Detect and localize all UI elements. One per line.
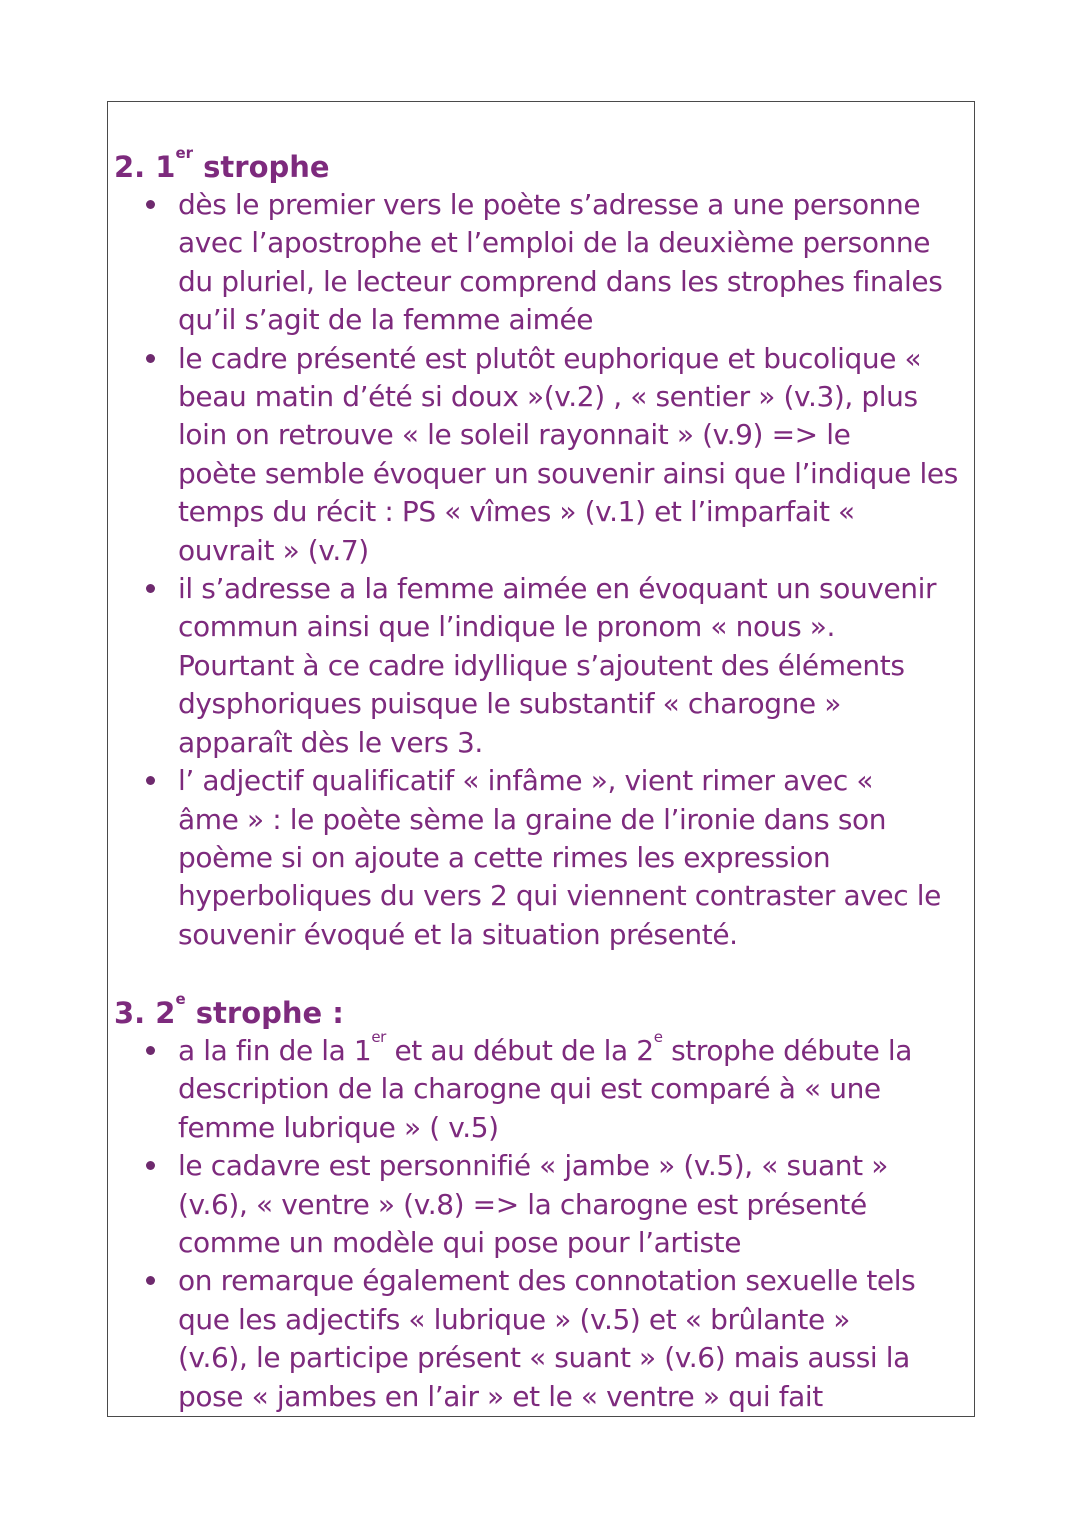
bullet-icon: [146, 1161, 155, 1170]
list-item: [114, 1262, 970, 1416]
text-line: on remarque également des connotation sexuelle tels: [178, 1264, 916, 1298]
text-line: du pluriel, le lecteur comprend dans les strophes finales: [178, 264, 943, 298]
text-line: hyperboliques du vers 2 qui viennent contraster avec le: [178, 879, 941, 913]
document-frame: [107, 101, 975, 1417]
list-item: [114, 1147, 970, 1262]
text-line: loin on retrouve « le soleil rayonnait » (v.9) => le: [178, 418, 851, 452]
bullet-icon: [146, 584, 155, 593]
text-line: comme un modèle qui pose pour l’artiste: [178, 1226, 742, 1260]
section-heading: 2. 1er strophe: [114, 144, 330, 184]
text-line: le cadavre est personnifié « jambe » (v.5), « suant »: [178, 1149, 888, 1183]
text-line: apparaît dès le vers 3.: [178, 725, 483, 759]
list-item: [114, 340, 970, 570]
text-line: (v.6), le participe présent « suant » (v.6) mais aussi la: [178, 1341, 910, 1375]
text-line: le cadre présenté est plutôt euphorique et bucolique «: [178, 341, 922, 375]
bullet-icon: [146, 1276, 155, 1285]
bullet-list: [114, 186, 970, 954]
list-item: [114, 186, 970, 340]
bullet-icon: [146, 354, 155, 363]
text-line: qu’il s’agit de la femme aimée: [178, 303, 594, 337]
text-line: ouvrait » (v.7): [178, 533, 369, 567]
text-line: commun ainsi que l’indique le pronom « nous ».: [178, 610, 836, 644]
text-line: avec l’apostrophe et l’emploi de la deuxième personne: [178, 226, 931, 260]
list-item: [114, 762, 970, 954]
text-line: a la fin de la 1er et au début de la 2e strophe débute la: [178, 1028, 913, 1067]
list-item: [114, 1028, 970, 1147]
section-strophe-1: [114, 144, 970, 954]
text-line: temps du récit : PS « vîmes » (v.1) et l’imparfait «: [178, 495, 855, 529]
text-line: dès le premier vers le poète s’adresse a une personne: [178, 188, 921, 221]
bullet-icon: [146, 1046, 155, 1055]
text-line: il s’adresse a la femme aimée en évoquant un souvenir: [178, 572, 937, 606]
text-line: Pourtant à ce cadre idyllique s’ajoutent des éléments: [178, 648, 905, 682]
text-line: âme » : le poète sème la graine de l’ironie dans son: [178, 802, 887, 836]
text-line: l’ adjectif qualificatif « infâme », vient rimer avec «: [178, 764, 874, 798]
text-line: beau matin d’été si doux »(v.2) , « sentier » (v.3), plus: [178, 380, 918, 414]
list-item: [114, 570, 970, 762]
text-line: (v.6), « ventre » (v.8) => la charogne est présenté: [178, 1187, 867, 1221]
text-line: poète semble évoquer un souvenir ainsi que l’indique les: [178, 456, 958, 490]
text-line: femme lubrique » ( v.5): [178, 1110, 499, 1144]
text-line: souvenir évoqué et la situation présenté.: [178, 917, 738, 951]
text-line: poème si on ajoute a cette rimes les expression: [178, 840, 831, 874]
text-line: pose « jambes en l’air » et le « ventre » qui fait: [178, 1379, 823, 1413]
text-line: description de la charogne qui est comparé à « une: [178, 1072, 881, 1106]
text-line: dysphoriques puisque le substantif « charogne »: [178, 687, 841, 721]
section-strophe-2: [114, 990, 970, 1416]
bullet-icon: [146, 776, 155, 785]
text-line: que les adjectifs « lubrique » (v.5) et « brûlante »: [178, 1302, 851, 1336]
bullet-icon: [146, 200, 155, 209]
section-heading: 3. 2e strophe :: [114, 990, 344, 1030]
bullet-list: [114, 1028, 970, 1416]
